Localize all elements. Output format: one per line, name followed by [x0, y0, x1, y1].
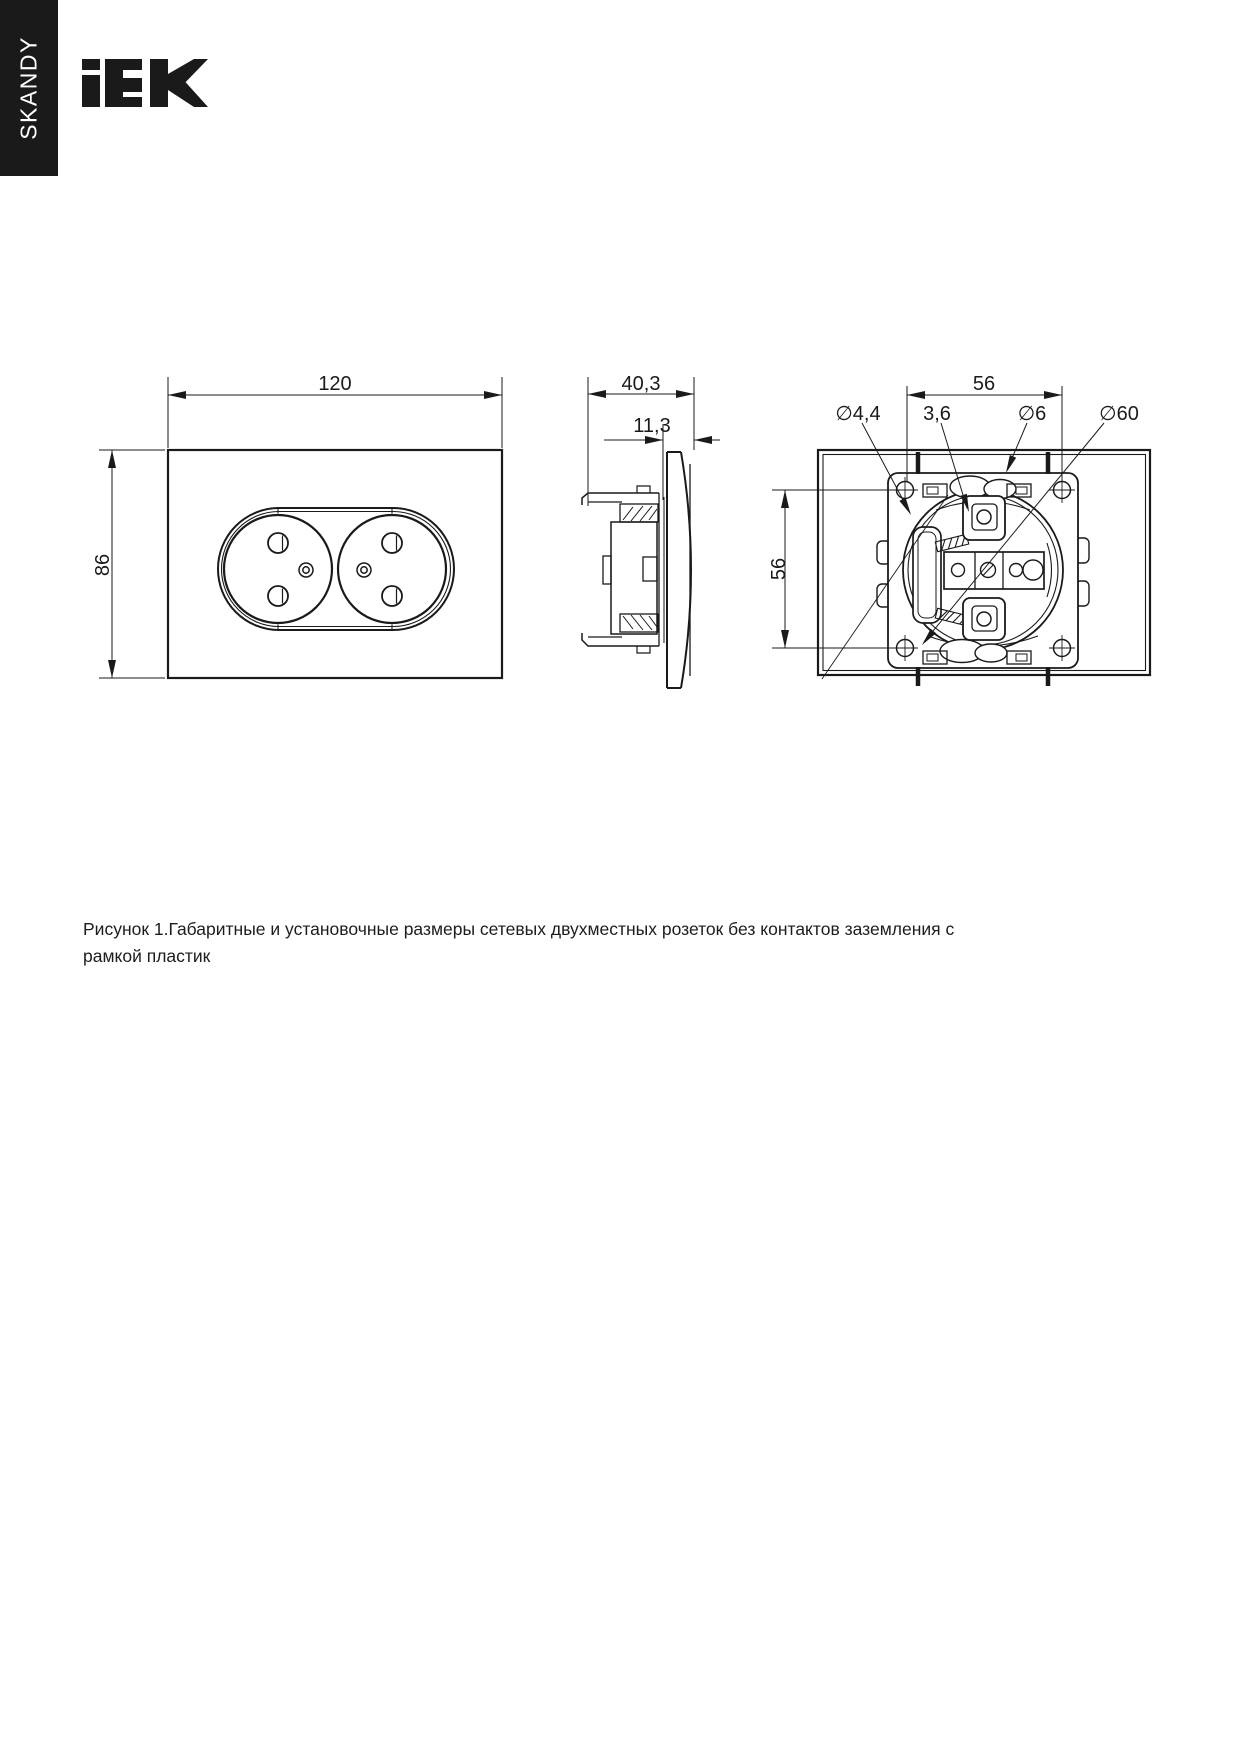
side-frame-profile [667, 452, 691, 688]
front-view [92, 373, 502, 678]
dim-claw-hole-label: ∅6 [1017, 403, 1047, 425]
dim-side-frame-thickness-label: 11,3 [633, 415, 671, 437]
dim-screw-hole-label: ∅4,4 [835, 403, 881, 425]
iek-logo-glyphs [82, 59, 208, 107]
dim-side-depth-label: 40,3 [621, 373, 661, 395]
dim-front-height-label: 86 [92, 553, 114, 577]
iek-logo [82, 57, 208, 107]
dim-back-spacing-v-label: 56 [768, 557, 790, 581]
dim-56-vertical [772, 490, 896, 648]
dim-claw-slot-label: 3,6 [923, 403, 951, 425]
back-view [768, 373, 1150, 686]
figure-caption [83, 916, 1173, 970]
dim-front-width-label: 120 [318, 373, 352, 395]
dim-56-horizontal [907, 386, 1062, 482]
dim-back-spacing-h-label: 56 [972, 373, 996, 395]
dim-40-3 [588, 377, 694, 506]
side-view [582, 373, 720, 688]
series-label: SKANDY [15, 36, 42, 140]
side-mechanism [582, 486, 664, 653]
figure-caption-line-1: Рисунок 1.Габаритные и установочные размеры сетевых двухместных розеток без контактов заземления с [83, 919, 955, 939]
technical-drawing [60, 330, 1180, 710]
figure-caption-line-2: рамкой пластик [83, 946, 211, 967]
series-tab [0, 0, 58, 176]
dim-mount-circle-label: ∅60 [1099, 403, 1139, 425]
